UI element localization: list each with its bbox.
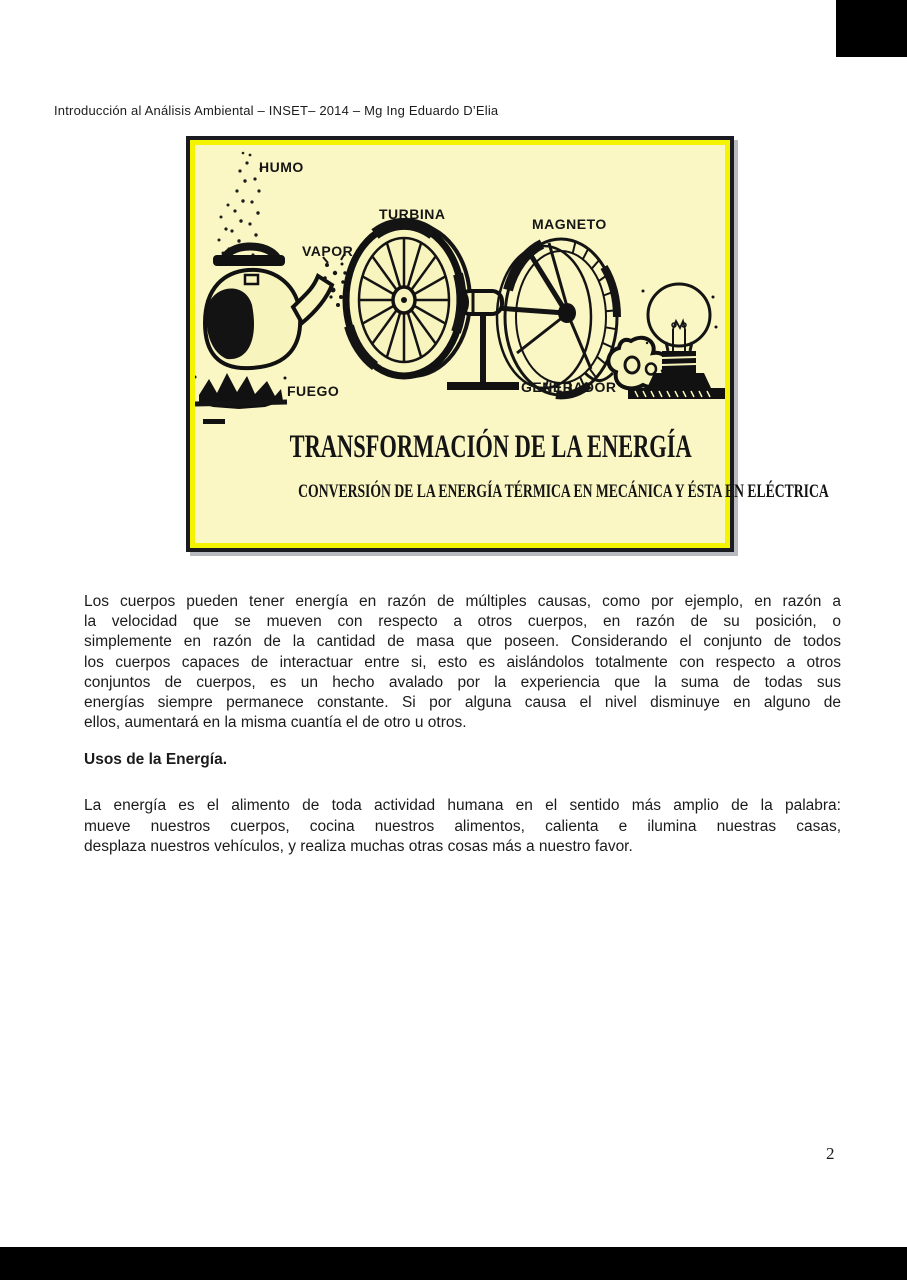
paragraph-energy-uses: [84, 796, 841, 858]
paragraph-line: la velocidad que se mueven con respecto a otros cuerpos, en razón de su posición, o: [84, 613, 841, 631]
paragraph-energy-bodies: [84, 592, 841, 733]
paragraph-line: desplaza nuestros vehículos, y realiza muchas otras cosas más a nuestro favor.: [84, 838, 633, 856]
paragraph-line: mueve nuestros cuerpos, cocina nuestros alimentos, calienta e ilumina nuestras casas,: [84, 817, 841, 835]
paragraph-line: simplemente en razón de la cantidad de masa que poseen. Considerando el conjunto de todos: [84, 633, 841, 651]
label-fuego: FUEGO: [287, 383, 340, 399]
label-humo: HUMO: [259, 159, 304, 175]
screenshot-black-area-bottom: [0, 1247, 907, 1280]
label-vapor: VAPOR: [302, 243, 354, 259]
energy-diagram-drawing: [195, 145, 725, 430]
kettle-icon: [205, 247, 332, 369]
generator-wheel-icon: [497, 239, 617, 395]
paragraph-line: La energía es el alimento de toda actividad humana en el sentido más amplio de la palabra:: [84, 797, 841, 814]
energy-transformation-figure: [186, 136, 829, 552]
label-turbina: TURBINA: [379, 206, 446, 222]
paragraph-line: Los cuerpos pueden tener energía en razón de múltiples causas, como por ejemplo, en razón a: [84, 593, 841, 610]
paragraph-line: conjuntos de cuerpos, es un hecho avalado por la experiencia que la suma de todas sus: [84, 673, 841, 691]
paragraph-line: energías siempre permanece constante. Si por alguna causa el nivel disminuye en alguno de: [84, 694, 841, 712]
label-generador: GENERADOR: [521, 379, 617, 395]
figure-title: TRANSFORMACIÓN DE LA ENERGÍA: [289, 429, 692, 465]
section-heading-usos: Usos de la Energía.: [84, 751, 227, 768]
fire-icon: [195, 373, 287, 424]
turbine-wheel-icon: [346, 224, 470, 376]
figure-canvas: [195, 145, 829, 543]
screenshot-black-area-top-right: [836, 0, 907, 57]
figure-subtitle: CONVERSIÓN DE LA ENERGÍA TÉRMICA EN MECÁNICA Y ÉSTA EN ELÉCTRICA: [298, 481, 829, 502]
paragraph-line: los cuerpos capaces de interactuar entre si, esto es aislándolos totalmente con respecto a otros: [84, 653, 841, 671]
document-header: Introducción al Análisis Ambiental – INSET– 2014 – Mg Ing Eduardo D’Elia: [54, 103, 499, 118]
page-number: 2: [826, 1144, 835, 1163]
paragraph-line: ellos, aumentará en la misma cuantía el de otro u otros.: [84, 714, 467, 732]
label-magneto: MAGNETO: [532, 216, 607, 232]
